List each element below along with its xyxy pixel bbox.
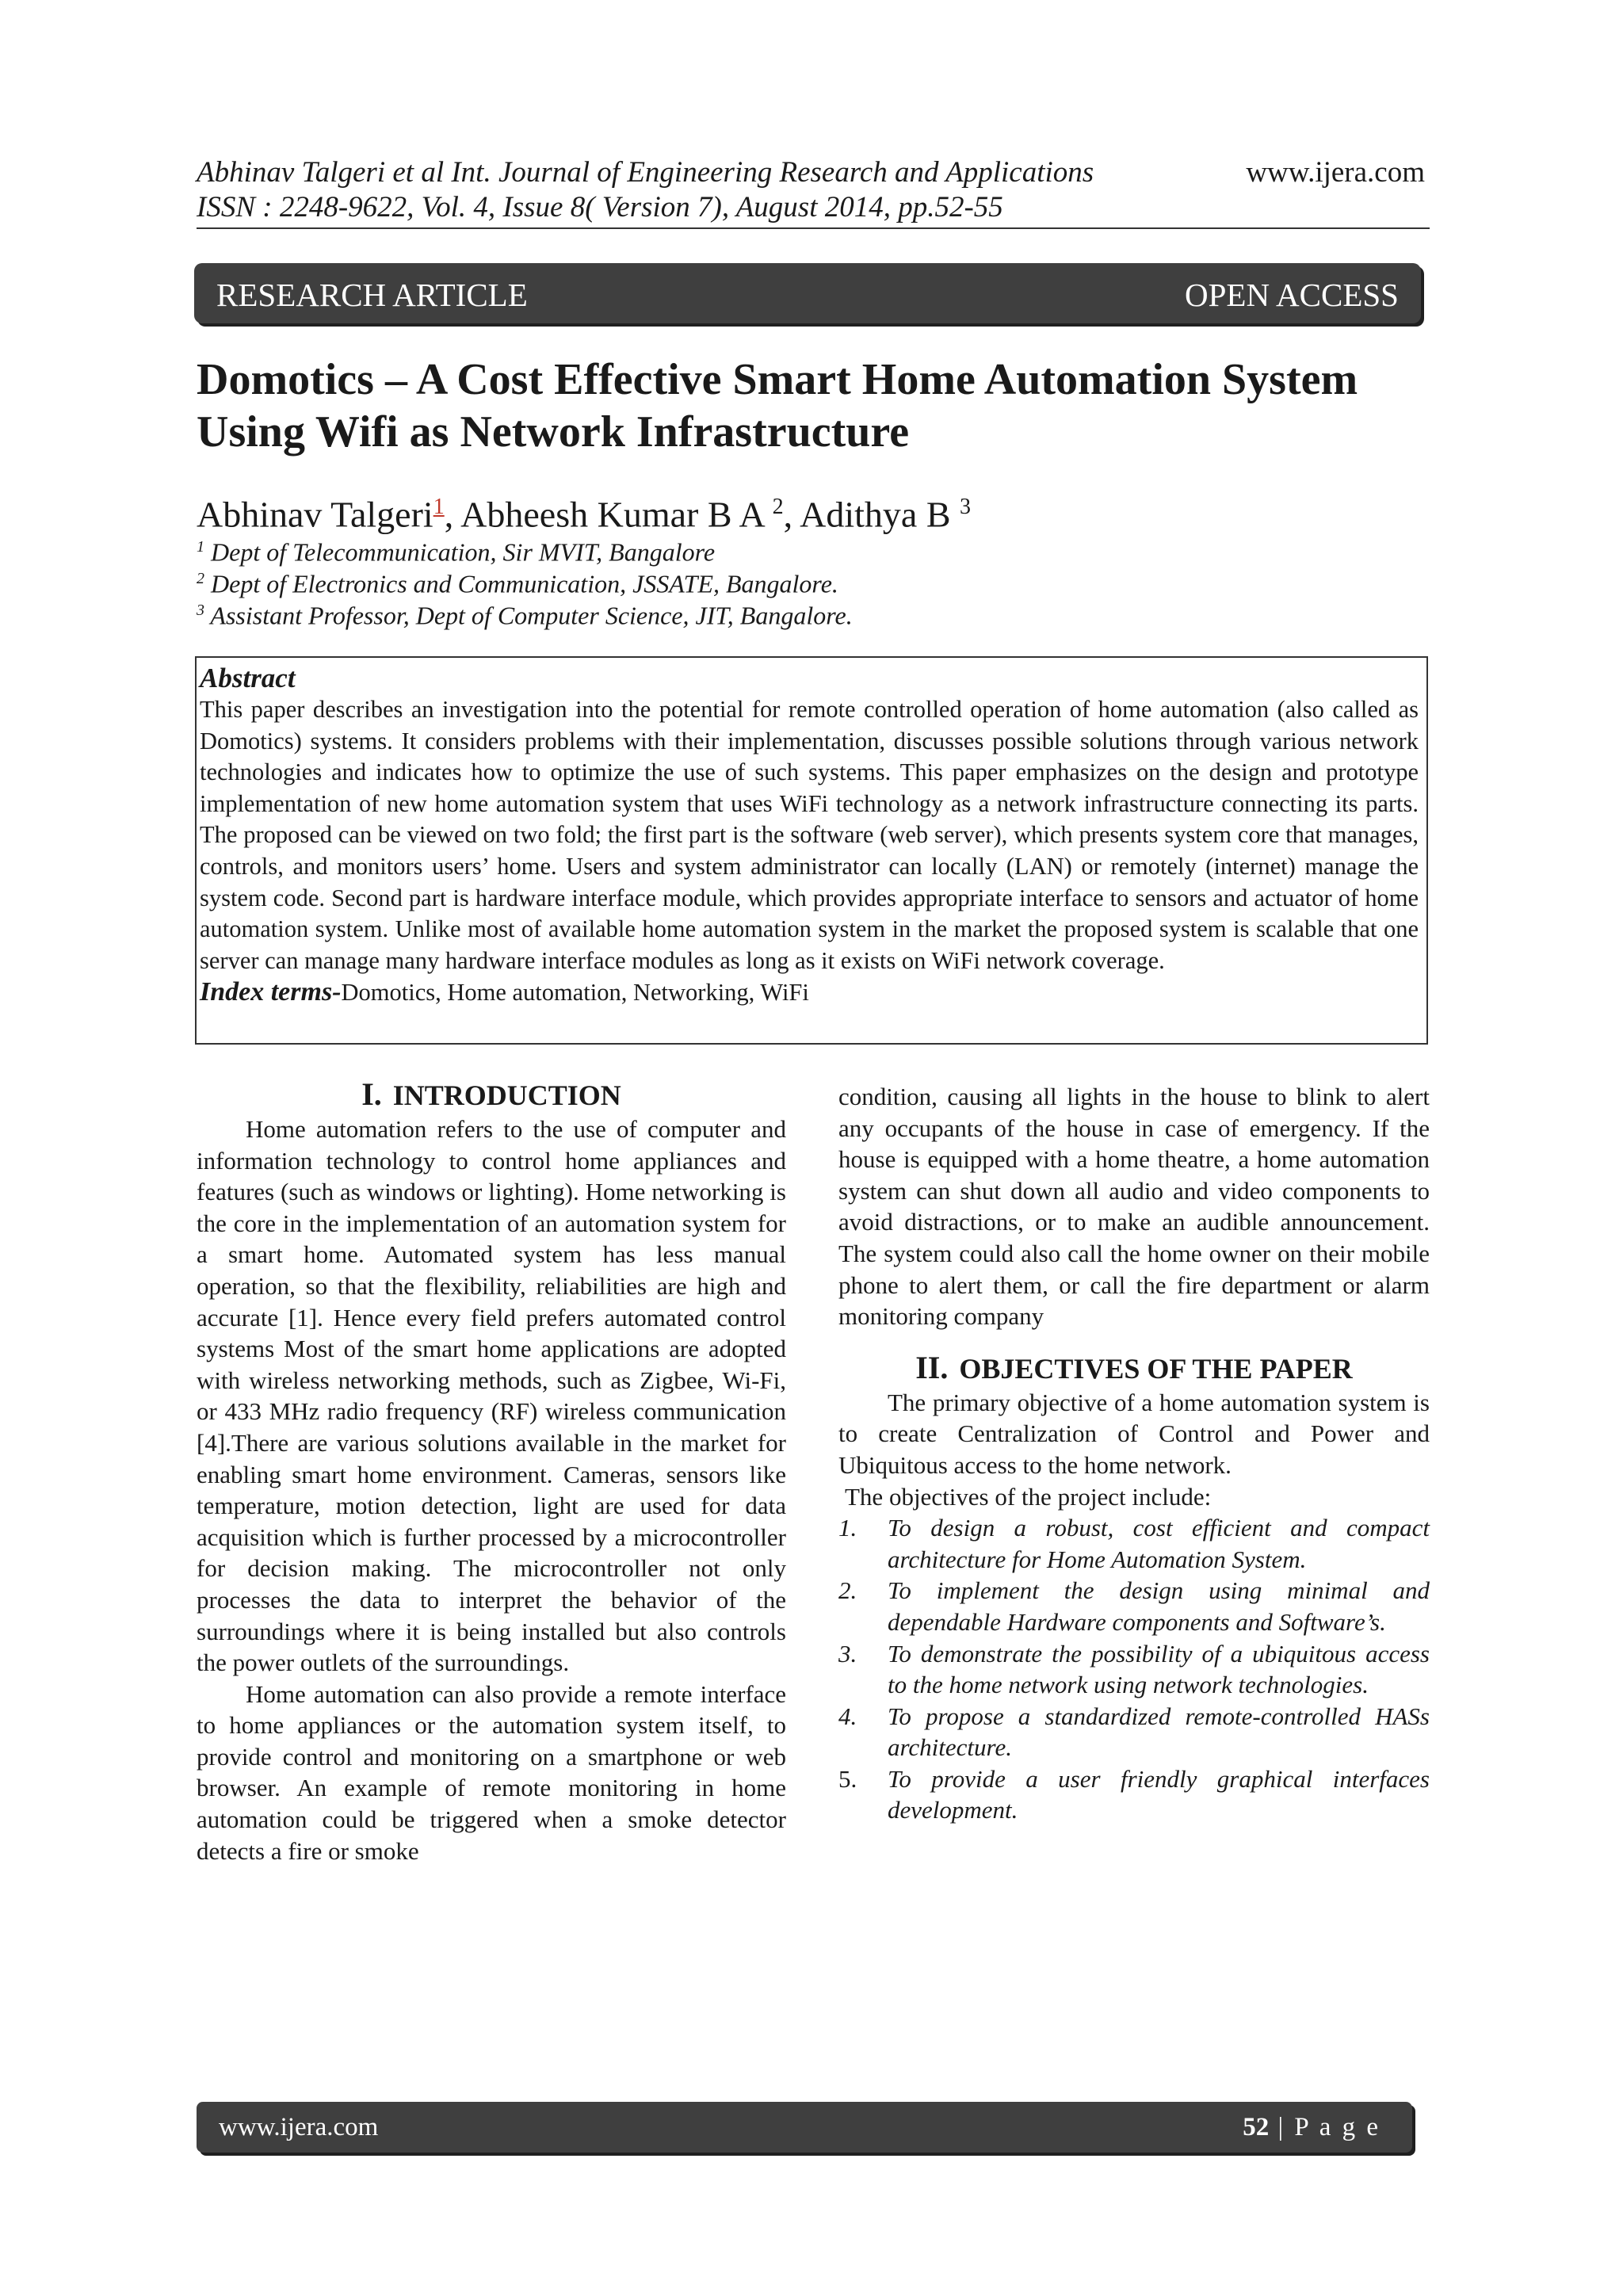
affiliation-text: Dept of Electronics and Communication, JSSATE, Bangalore. — [211, 569, 838, 598]
author-name: Abhinav Talgeri — [197, 494, 433, 535]
issn-line: ISSN : 2248-9622, Vol. 4, Issue 8( Version 7), August 2014, pp.52-55 — [197, 191, 1003, 223]
intro-paragraph-2: Home automation can also provide a remote interface to home appliances or the automation system itself, to provide control and monitoring on a smartphone or web browser. An example of remote monitoring in home automation could be triggered when a smoke detector detects a fire or smoke — [197, 1679, 786, 1865]
left-column — [197, 1076, 786, 1866]
author-name: Abheesh Kumar B A — [460, 494, 764, 535]
objective-item — [838, 1512, 1430, 1575]
page-indicator — [1243, 2113, 1381, 2142]
affiliation-mark: 1 — [197, 538, 204, 556]
open-access-label: OPEN ACCESS — [1184, 277, 1399, 313]
objective-item — [838, 1575, 1430, 1637]
right-column — [838, 1076, 1430, 1826]
objective-item — [838, 1763, 1430, 1826]
header-divider — [197, 227, 1430, 229]
page-label: | P a g e — [1269, 2113, 1381, 2141]
index-terms-label: Index terms- — [200, 977, 342, 1007]
objective-text: To design a robust, cost efficient and compact architecture for Home Automation System. — [888, 1514, 1430, 1573]
affiliation-mark: 3 — [197, 602, 204, 619]
author-mark: 3 — [960, 495, 972, 519]
objective-text: To demonstrate the possibility of a ubiquitous access to the home network using network technologies. — [888, 1639, 1430, 1699]
objectives-list — [838, 1512, 1430, 1826]
objective-item — [838, 1638, 1430, 1701]
title-line-1: Domotics – A Cost Effective Smart Home Automation System — [197, 355, 1358, 404]
index-terms-values: Domotics, Home automation, Networking, WiFi — [341, 979, 809, 1007]
abstract-heading: Abstract — [200, 663, 296, 693]
section-title: INTRODUCTION — [392, 1079, 621, 1111]
objective-number: 5. — [838, 1764, 857, 1793]
index-terms — [200, 976, 1419, 1008]
intro-paragraph-2-continued: condition, causing all lights in the house to blink to alert any occupants of the house in case of emergency. If the house is equipped with a home theatre, a home automation system can shut down all audio and video components to avoid distractions, or to make an audible announcement. The system could also call the home owner on their mobile phone to alert them, or call the fire department or alarm monitoring company — [838, 1083, 1430, 1331]
article-type-label: RESEARCH ARTICLE — [216, 277, 528, 313]
section-number: I. — [361, 1076, 382, 1112]
paper-title — [197, 353, 1433, 458]
footer-website-link[interactable]: www.ijera.com — [219, 2113, 379, 2141]
section-heading-introduction — [197, 1076, 786, 1114]
author-name: Adithya B — [800, 494, 951, 535]
objective-number: 3. — [838, 1639, 857, 1668]
affiliation-text: Assistant Professor, Dept of Computer Science, JIT, Bangalore. — [210, 601, 853, 630]
title-line-2: Using Wifi as Network Infrastructure — [197, 407, 910, 457]
intro-paragraph-1: Home automation refers to the use of computer and information technology to control home appliances and features (such as windows or lighting). Home networking is the core in the implementation of an automation system for a smart home. Automated system has less manual operation, so that the flexibility, reliabilities are high and accurate [1]. Hence every field prefers automated control systems Most of the smart home applications are adopted with wireless networking methods, such as Zigbee, Wi-Fi, or 433 MHz radio frequency (RF) wireless communication [4].There are various solutions available in the market for enabling smart home environment. Cameras, sensors like temperature, motion detection, light are used for data acquisition which is further processed by a microcontroller for decision making. The microcontroller not only processes the data to interpret the behavior of the surroundings where it is being installed but also controls the power outlets of the surroundings. — [197, 1115, 786, 1677]
objectives-paragraph: The primary objective of a home automation system is to create Centralization of Control and Power and Ubiquitous access to the home network. — [838, 1388, 1430, 1479]
objective-text: To propose a standardized remote-controlled HASs architecture. — [888, 1702, 1430, 1762]
objectives-intro: The objectives of the project include: — [845, 1482, 1212, 1511]
header-website-link[interactable]: www.ijera.com — [1246, 156, 1425, 189]
page-number: 52 — [1243, 2113, 1270, 2141]
author-footnote-link[interactable]: 1 — [433, 495, 445, 519]
affiliation-mark: 2 — [197, 570, 204, 587]
page-footer — [197, 2102, 1412, 2153]
objective-number: 1. — [838, 1514, 857, 1542]
objective-text: To implement the design using minimal and dependable Hardware components and Software’s. — [888, 1576, 1430, 1636]
article-type-banner — [194, 263, 1421, 323]
section-number: II. — [915, 1349, 949, 1385]
abstract-text: This paper describes an investigation into the potential for remote controlled operation of home automation (also called as Domotics) systems. It considers problems with their implementation, discusses possible solutions through various network technologies and indicates how to optimize the use of such systems. This paper emphasizes on the design and prototype implementation of new home automation system that uses WiFi technology as a network infrastructure connecting its parts. The proposed can be viewed on two fold; the first part is the software (web server), which presents system core that manages, controls, and monitors users’ home. Users and system administrator can locally (LAN) or remotely (internet) manage the system code. Second part is hardware interface module, which provides appropriate interface to sensors and actuator of home automation system. Unlike most of available home automation system in the market the proposed system is scalable that one server can manage many hardware interface modules as long as it exists on WiFi network coverage. — [200, 696, 1419, 974]
objective-text: To provide a user friendly graphical interfaces development. — [888, 1764, 1430, 1824]
section-title: OBJECTIVES OF THE PAPER — [959, 1352, 1353, 1385]
journal-citation: Abhinav Talgeri et al Int. Journal of Engineering Research and Applications — [197, 156, 1094, 189]
objective-number: 2. — [838, 1576, 857, 1605]
author-list: Abhinav Talgeri$^1$, Abheesh Kumar B A $^2$, Adithya B $^3$ — [197, 494, 972, 535]
objective-number: 4. — [838, 1702, 857, 1730]
affiliation — [197, 594, 853, 632]
affiliation-text: Dept of Telecommunication, Sir MVIT, Bangalore — [211, 537, 716, 567]
abstract-box — [195, 656, 1428, 1045]
objective-item — [838, 1701, 1430, 1763]
author-mark: 2 — [772, 495, 784, 519]
section-heading-objectives — [838, 1350, 1430, 1387]
